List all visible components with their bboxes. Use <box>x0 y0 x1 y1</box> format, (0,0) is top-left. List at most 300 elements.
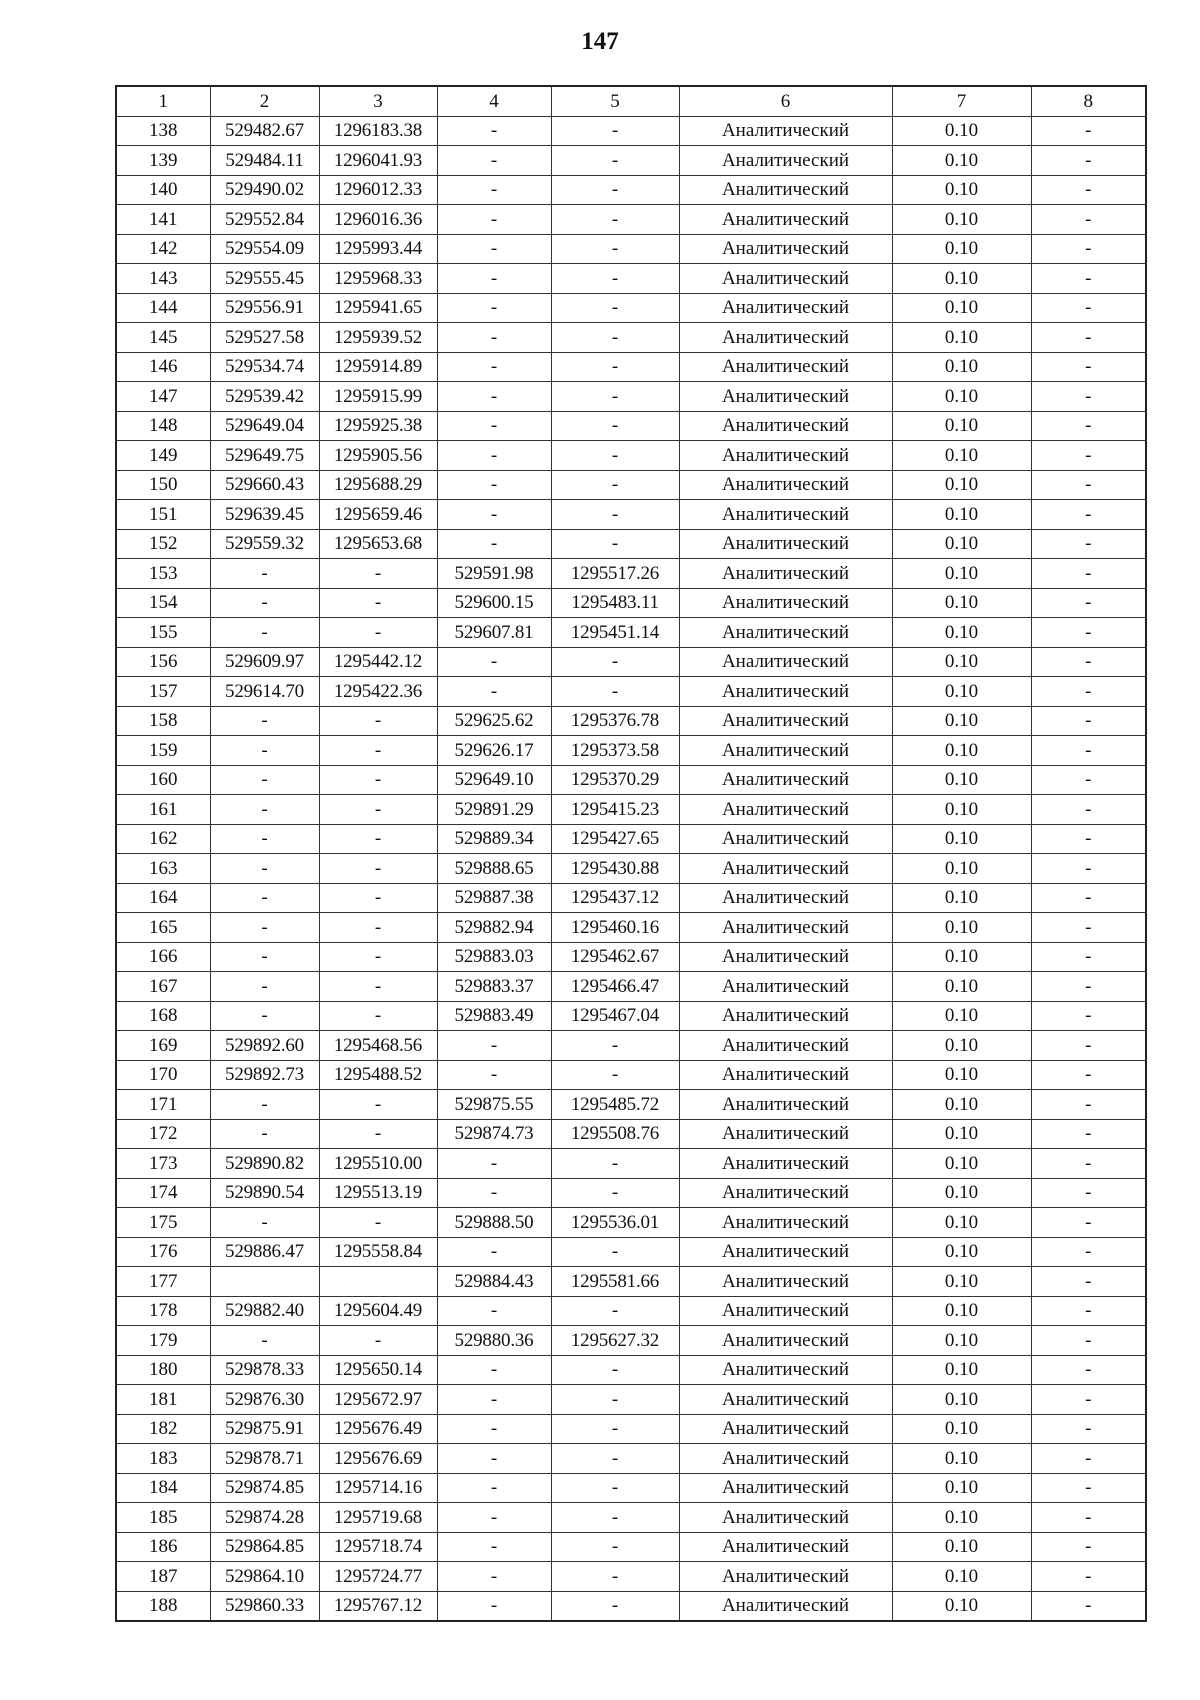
cell-x-coordinate: 529860.33 <box>210 1591 319 1621</box>
cell-x-coordinate-alt: 529889.34 <box>437 824 551 854</box>
cell-y-coordinate: 1295676.49 <box>319 1414 437 1444</box>
cell-point-number: 179 <box>116 1326 210 1356</box>
cell-x-coordinate: 529552.84 <box>210 205 319 235</box>
cell-y-coordinate: - <box>319 913 437 943</box>
cell-x-coordinate: 529878.71 <box>210 1444 319 1474</box>
cell-note: - <box>1031 765 1146 795</box>
cell-accuracy: 0.10 <box>892 382 1031 412</box>
cell-y-coordinate: - <box>319 559 437 589</box>
cell-x-coordinate: - <box>210 1090 319 1120</box>
cell-point-number: 162 <box>116 824 210 854</box>
cell-accuracy: 0.10 <box>892 1532 1031 1562</box>
cell-y-coordinate: 1295939.52 <box>319 323 437 353</box>
cell-x-coordinate: 529892.60 <box>210 1031 319 1061</box>
column-header: 3 <box>319 86 437 116</box>
table-row <box>116 588 1146 618</box>
cell-accuracy: 0.10 <box>892 293 1031 323</box>
cell-x-coordinate: 529649.04 <box>210 411 319 441</box>
cell-y-coordinate: - <box>319 765 437 795</box>
cell-note: - <box>1031 1001 1146 1031</box>
cell-y-coordinate-alt: 1295581.66 <box>551 1267 679 1297</box>
cell-y-coordinate-alt: - <box>551 470 679 500</box>
cell-y-coordinate: 1295510.00 <box>319 1149 437 1179</box>
table-row <box>116 795 1146 825</box>
cell-note: - <box>1031 175 1146 205</box>
cell-x-coordinate: 529556.91 <box>210 293 319 323</box>
cell-y-coordinate: 1296183.38 <box>319 116 437 146</box>
cell-point-number: 139 <box>116 146 210 176</box>
cell-accuracy: 0.10 <box>892 972 1031 1002</box>
cell-x-coordinate-alt: 529888.50 <box>437 1208 551 1238</box>
cell-method: Аналитический <box>679 883 892 913</box>
cell-y-coordinate: 1295719.68 <box>319 1503 437 1533</box>
cell-x-coordinate-alt: - <box>437 1503 551 1533</box>
cell-x-coordinate: - <box>210 559 319 589</box>
cell-x-coordinate-alt: 529887.38 <box>437 883 551 913</box>
cell-y-coordinate-alt: 1295467.04 <box>551 1001 679 1031</box>
cell-accuracy: 0.10 <box>892 706 1031 736</box>
cell-y-coordinate <box>319 1267 437 1297</box>
cell-x-coordinate: - <box>210 1119 319 1149</box>
table-row <box>116 175 1146 205</box>
cell-method: Аналитический <box>679 234 892 264</box>
cell-y-coordinate: - <box>319 618 437 648</box>
cell-x-coordinate-alt: - <box>437 1355 551 1385</box>
cell-point-number: 172 <box>116 1119 210 1149</box>
cell-accuracy: 0.10 <box>892 116 1031 146</box>
cell-point-number: 178 <box>116 1296 210 1326</box>
cell-x-coordinate: - <box>210 1326 319 1356</box>
cell-y-coordinate-alt: - <box>551 175 679 205</box>
cell-x-coordinate: 529878.33 <box>210 1355 319 1385</box>
cell-x-coordinate: - <box>210 588 319 618</box>
table-row <box>116 234 1146 264</box>
cell-method: Аналитический <box>679 559 892 589</box>
table-row <box>116 1031 1146 1061</box>
cell-x-coordinate: - <box>210 883 319 913</box>
cell-x-coordinate: 529484.11 <box>210 146 319 176</box>
cell-note: - <box>1031 854 1146 884</box>
cell-y-coordinate-alt: - <box>551 1355 679 1385</box>
column-header: 8 <box>1031 86 1146 116</box>
cell-accuracy: 0.10 <box>892 323 1031 353</box>
cell-y-coordinate-alt: - <box>551 500 679 530</box>
cell-x-coordinate-alt: 529875.55 <box>437 1090 551 1120</box>
cell-method: Аналитический <box>679 1591 892 1621</box>
page-number: 147 <box>581 28 619 55</box>
cell-point-number: 184 <box>116 1473 210 1503</box>
table-row <box>116 293 1146 323</box>
cell-y-coordinate: 1295672.97 <box>319 1385 437 1415</box>
cell-note: - <box>1031 411 1146 441</box>
cell-x-coordinate: 529882.40 <box>210 1296 319 1326</box>
cell-y-coordinate: - <box>319 972 437 1002</box>
cell-y-coordinate: 1295905.56 <box>319 441 437 471</box>
cell-accuracy: 0.10 <box>892 736 1031 766</box>
cell-accuracy: 0.10 <box>892 500 1031 530</box>
cell-x-coordinate <box>210 1267 319 1297</box>
cell-point-number: 166 <box>116 942 210 972</box>
cell-y-coordinate: 1295915.99 <box>319 382 437 412</box>
table-row <box>116 1385 1146 1415</box>
cell-y-coordinate-alt: 1295517.26 <box>551 559 679 589</box>
cell-x-coordinate-alt: 529882.94 <box>437 913 551 943</box>
cell-y-coordinate: - <box>319 1208 437 1238</box>
cell-accuracy: 0.10 <box>892 1444 1031 1474</box>
cell-accuracy: 0.10 <box>892 1326 1031 1356</box>
cell-note: - <box>1031 1532 1146 1562</box>
cell-point-number: 155 <box>116 618 210 648</box>
cell-y-coordinate-alt: - <box>551 382 679 412</box>
cell-y-coordinate: 1296041.93 <box>319 146 437 176</box>
cell-point-number: 174 <box>116 1178 210 1208</box>
cell-x-coordinate: 529874.85 <box>210 1473 319 1503</box>
table-row <box>116 1355 1146 1385</box>
table-header-row <box>116 86 1146 116</box>
table-row <box>116 1060 1146 1090</box>
cell-point-number: 183 <box>116 1444 210 1474</box>
cell-y-coordinate: 1295914.89 <box>319 352 437 382</box>
cell-x-coordinate-alt: - <box>437 1149 551 1179</box>
cell-method: Аналитический <box>679 441 892 471</box>
cell-x-coordinate-alt: - <box>437 1296 551 1326</box>
cell-x-coordinate: - <box>210 736 319 766</box>
table-row <box>116 411 1146 441</box>
cell-x-coordinate: 529527.58 <box>210 323 319 353</box>
column-header: 7 <box>892 86 1031 116</box>
cell-x-coordinate-alt: 529625.62 <box>437 706 551 736</box>
cell-method: Аналитический <box>679 913 892 943</box>
table-row <box>116 1591 1146 1621</box>
cell-x-coordinate: - <box>210 706 319 736</box>
cell-y-coordinate-alt: - <box>551 1385 679 1415</box>
cell-y-coordinate: 1295604.49 <box>319 1296 437 1326</box>
cell-x-coordinate: 529874.28 <box>210 1503 319 1533</box>
cell-point-number: 158 <box>116 706 210 736</box>
cell-accuracy: 0.10 <box>892 1296 1031 1326</box>
cell-method: Аналитический <box>679 1149 892 1179</box>
cell-point-number: 152 <box>116 529 210 559</box>
cell-note: - <box>1031 913 1146 943</box>
cell-x-coordinate: 529864.10 <box>210 1562 319 1592</box>
cell-y-coordinate: - <box>319 883 437 913</box>
table-row <box>116 1208 1146 1238</box>
cell-method: Аналитический <box>679 264 892 294</box>
cell-method: Аналитический <box>679 529 892 559</box>
cell-y-coordinate-alt: - <box>551 146 679 176</box>
cell-note: - <box>1031 883 1146 913</box>
cell-note: - <box>1031 146 1146 176</box>
cell-note: - <box>1031 1326 1146 1356</box>
cell-note: - <box>1031 1591 1146 1621</box>
table-row <box>116 323 1146 353</box>
cell-x-coordinate-alt: - <box>437 293 551 323</box>
cell-note: - <box>1031 559 1146 589</box>
cell-note: - <box>1031 736 1146 766</box>
cell-point-number: 156 <box>116 647 210 677</box>
cell-note: - <box>1031 205 1146 235</box>
cell-accuracy: 0.10 <box>892 647 1031 677</box>
cell-y-coordinate-alt: 1295485.72 <box>551 1090 679 1120</box>
cell-y-coordinate-alt: - <box>551 411 679 441</box>
cell-y-coordinate: - <box>319 942 437 972</box>
cell-y-coordinate: - <box>319 1090 437 1120</box>
cell-note: - <box>1031 588 1146 618</box>
cell-note: - <box>1031 972 1146 1002</box>
cell-accuracy: 0.10 <box>892 529 1031 559</box>
cell-note: - <box>1031 1119 1146 1149</box>
cell-x-coordinate-alt: 529607.81 <box>437 618 551 648</box>
table-row <box>116 942 1146 972</box>
cell-accuracy: 0.10 <box>892 1355 1031 1385</box>
cell-y-coordinate-alt: - <box>551 1031 679 1061</box>
cell-method: Аналитический <box>679 146 892 176</box>
cell-accuracy: 0.10 <box>892 913 1031 943</box>
cell-x-coordinate: - <box>210 824 319 854</box>
cell-y-coordinate-alt: 1295451.14 <box>551 618 679 648</box>
column-header: 1 <box>116 86 210 116</box>
cell-x-coordinate: 529886.47 <box>210 1237 319 1267</box>
cell-method: Аналитический <box>679 1385 892 1415</box>
cell-method: Аналитический <box>679 1296 892 1326</box>
table-row <box>116 1001 1146 1031</box>
cell-x-coordinate-alt: - <box>437 647 551 677</box>
cell-note: - <box>1031 647 1146 677</box>
cell-x-coordinate-alt: - <box>437 1562 551 1592</box>
cell-method: Аналитический <box>679 323 892 353</box>
cell-point-number: 185 <box>116 1503 210 1533</box>
cell-note: - <box>1031 382 1146 412</box>
cell-accuracy: 0.10 <box>892 1385 1031 1415</box>
table-row <box>116 765 1146 795</box>
table-row <box>116 559 1146 589</box>
cell-point-number: 145 <box>116 323 210 353</box>
cell-x-coordinate-alt: - <box>437 1031 551 1061</box>
table-row <box>116 500 1146 530</box>
cell-x-coordinate: - <box>210 765 319 795</box>
cell-x-coordinate: - <box>210 1001 319 1031</box>
table-row <box>116 854 1146 884</box>
cell-point-number: 181 <box>116 1385 210 1415</box>
cell-x-coordinate-alt: - <box>437 323 551 353</box>
cell-method: Аналитический <box>679 1326 892 1356</box>
cell-note: - <box>1031 1060 1146 1090</box>
cell-note: - <box>1031 1562 1146 1592</box>
cell-y-coordinate: 1295968.33 <box>319 264 437 294</box>
cell-method: Аналитический <box>679 854 892 884</box>
cell-y-coordinate: - <box>319 1001 437 1031</box>
cell-y-coordinate-alt: - <box>551 1296 679 1326</box>
cell-x-coordinate-alt: - <box>437 1385 551 1415</box>
cell-y-coordinate-alt: 1295370.29 <box>551 765 679 795</box>
table-row <box>116 470 1146 500</box>
cell-accuracy: 0.10 <box>892 205 1031 235</box>
column-header: 4 <box>437 86 551 116</box>
cell-y-coordinate: - <box>319 736 437 766</box>
cell-point-number: 149 <box>116 441 210 471</box>
cell-x-coordinate: 529890.54 <box>210 1178 319 1208</box>
cell-note: - <box>1031 1208 1146 1238</box>
cell-point-number: 175 <box>116 1208 210 1238</box>
cell-method: Аналитический <box>679 1060 892 1090</box>
cell-x-coordinate-alt: - <box>437 1237 551 1267</box>
cell-x-coordinate-alt: 529880.36 <box>437 1326 551 1356</box>
cell-point-number: 160 <box>116 765 210 795</box>
cell-x-coordinate-alt: 529874.73 <box>437 1119 551 1149</box>
cell-y-coordinate-alt: - <box>551 1473 679 1503</box>
cell-x-coordinate-alt: - <box>437 441 551 471</box>
cell-note: - <box>1031 470 1146 500</box>
cell-y-coordinate-alt: 1295460.16 <box>551 913 679 943</box>
table-row <box>116 146 1146 176</box>
cell-y-coordinate: 1295488.52 <box>319 1060 437 1090</box>
cell-y-coordinate-alt: - <box>551 323 679 353</box>
cell-note: - <box>1031 1149 1146 1179</box>
cell-accuracy: 0.10 <box>892 559 1031 589</box>
cell-y-coordinate: - <box>319 854 437 884</box>
cell-accuracy: 0.10 <box>892 1208 1031 1238</box>
table-row <box>116 1178 1146 1208</box>
cell-y-coordinate: 1295925.38 <box>319 411 437 441</box>
cell-x-coordinate: 529539.42 <box>210 382 319 412</box>
cell-x-coordinate-alt: - <box>437 116 551 146</box>
cell-note: - <box>1031 824 1146 854</box>
cell-x-coordinate: - <box>210 1208 319 1238</box>
cell-note: - <box>1031 706 1146 736</box>
table-row <box>116 1473 1146 1503</box>
column-header: 6 <box>679 86 892 116</box>
cell-point-number: 161 <box>116 795 210 825</box>
cell-accuracy: 0.10 <box>892 264 1031 294</box>
cell-accuracy: 0.10 <box>892 1149 1031 1179</box>
cell-point-number: 146 <box>116 352 210 382</box>
cell-y-coordinate-alt: - <box>551 205 679 235</box>
cell-x-coordinate-alt: - <box>437 382 551 412</box>
cell-method: Аналитический <box>679 1444 892 1474</box>
cell-x-coordinate: - <box>210 795 319 825</box>
table-row <box>116 1562 1146 1592</box>
table-row <box>116 352 1146 382</box>
cell-y-coordinate: 1295714.16 <box>319 1473 437 1503</box>
cell-note: - <box>1031 293 1146 323</box>
cell-x-coordinate-alt: - <box>437 677 551 707</box>
cell-x-coordinate: - <box>210 913 319 943</box>
table-row <box>116 264 1146 294</box>
cell-y-coordinate-alt: - <box>551 352 679 382</box>
cell-x-coordinate: 529875.91 <box>210 1414 319 1444</box>
cell-accuracy: 0.10 <box>892 1090 1031 1120</box>
cell-point-number: 150 <box>116 470 210 500</box>
cell-y-coordinate-alt: - <box>551 116 679 146</box>
cell-y-coordinate-alt: 1295627.32 <box>551 1326 679 1356</box>
cell-x-coordinate: - <box>210 972 319 1002</box>
table-row <box>116 913 1146 943</box>
cell-method: Аналитический <box>679 382 892 412</box>
cell-x-coordinate-alt: - <box>437 1532 551 1562</box>
cell-y-coordinate: 1295513.19 <box>319 1178 437 1208</box>
cell-y-coordinate: - <box>319 588 437 618</box>
cell-point-number: 140 <box>116 175 210 205</box>
cell-accuracy: 0.10 <box>892 1237 1031 1267</box>
cell-x-coordinate-alt: - <box>437 529 551 559</box>
table-body <box>116 116 1146 1621</box>
cell-accuracy: 0.10 <box>892 234 1031 264</box>
cell-accuracy: 0.10 <box>892 1267 1031 1297</box>
cell-y-coordinate-alt: - <box>551 1532 679 1562</box>
table-row <box>116 205 1146 235</box>
cell-y-coordinate: 1295767.12 <box>319 1591 437 1621</box>
cell-y-coordinate-alt: 1295373.58 <box>551 736 679 766</box>
cell-point-number: 157 <box>116 677 210 707</box>
cell-x-coordinate: 529649.75 <box>210 441 319 471</box>
table-row <box>116 618 1146 648</box>
cell-note: - <box>1031 352 1146 382</box>
cell-y-coordinate-alt: 1295430.88 <box>551 854 679 884</box>
cell-note: - <box>1031 1237 1146 1267</box>
cell-y-coordinate-alt: 1295536.01 <box>551 1208 679 1238</box>
table-row <box>116 1149 1146 1179</box>
cell-method: Аналитический <box>679 1031 892 1061</box>
cell-x-coordinate: 529614.70 <box>210 677 319 707</box>
cell-x-coordinate-alt: 529891.29 <box>437 795 551 825</box>
cell-x-coordinate-alt: - <box>437 1414 551 1444</box>
cell-y-coordinate: 1295653.68 <box>319 529 437 559</box>
cell-accuracy: 0.10 <box>892 618 1031 648</box>
cell-method: Аналитический <box>679 1473 892 1503</box>
cell-note: - <box>1031 795 1146 825</box>
cell-x-coordinate: 529490.02 <box>210 175 319 205</box>
cell-y-coordinate: 1295468.56 <box>319 1031 437 1061</box>
cell-accuracy: 0.10 <box>892 1001 1031 1031</box>
cell-x-coordinate-alt: - <box>437 1473 551 1503</box>
cell-point-number: 171 <box>116 1090 210 1120</box>
cell-method: Аналитический <box>679 1562 892 1592</box>
cell-note: - <box>1031 529 1146 559</box>
cell-x-coordinate-alt: 529600.15 <box>437 588 551 618</box>
table-row <box>116 1414 1146 1444</box>
table-row <box>116 1090 1146 1120</box>
cell-note: - <box>1031 618 1146 648</box>
cell-y-coordinate-alt: - <box>551 234 679 264</box>
cell-x-coordinate-alt: - <box>437 352 551 382</box>
cell-x-coordinate-alt: - <box>437 470 551 500</box>
cell-method: Аналитический <box>679 765 892 795</box>
table-row <box>116 647 1146 677</box>
cell-x-coordinate-alt: - <box>437 411 551 441</box>
cell-note: - <box>1031 264 1146 294</box>
cell-point-number: 168 <box>116 1001 210 1031</box>
cell-note: - <box>1031 677 1146 707</box>
cell-method: Аналитический <box>679 618 892 648</box>
cell-y-coordinate-alt: 1295483.11 <box>551 588 679 618</box>
cell-y-coordinate-alt: - <box>551 1237 679 1267</box>
cell-point-number: 164 <box>116 883 210 913</box>
table-row <box>116 529 1146 559</box>
cell-point-number: 147 <box>116 382 210 412</box>
cell-note: - <box>1031 1296 1146 1326</box>
cell-method: Аналитический <box>679 1355 892 1385</box>
cell-method: Аналитический <box>679 293 892 323</box>
cell-note: - <box>1031 1473 1146 1503</box>
cell-point-number: 143 <box>116 264 210 294</box>
cell-accuracy: 0.10 <box>892 470 1031 500</box>
table-row <box>116 1296 1146 1326</box>
cell-x-coordinate: 529534.74 <box>210 352 319 382</box>
cell-x-coordinate-alt: 529591.98 <box>437 559 551 589</box>
cell-y-coordinate: 1295688.29 <box>319 470 437 500</box>
cell-note: - <box>1031 1444 1146 1474</box>
cell-accuracy: 0.10 <box>892 1178 1031 1208</box>
